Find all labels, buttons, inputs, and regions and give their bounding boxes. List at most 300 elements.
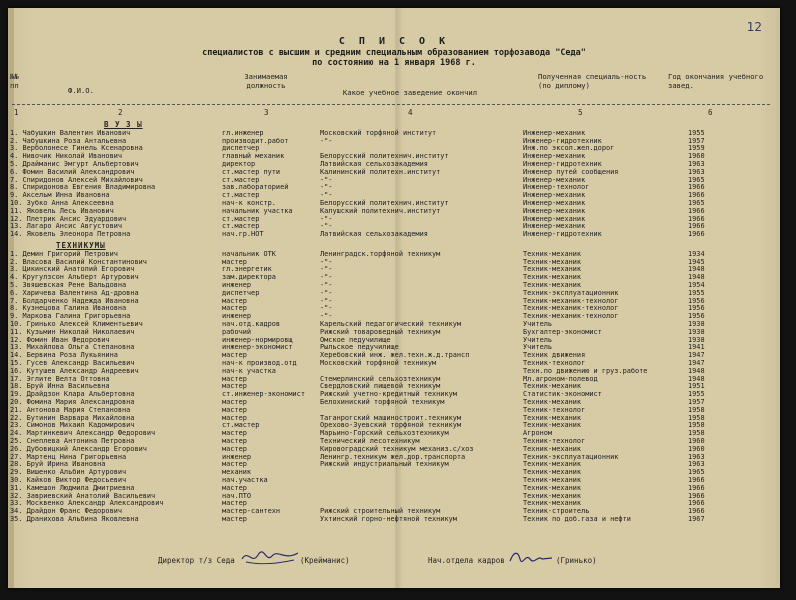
position-cell: гл.энергетик xyxy=(222,265,272,274)
table-row xyxy=(8,390,780,398)
school-cell: Латвийская сельхозакадемия xyxy=(320,160,428,168)
table-row xyxy=(8,137,780,145)
table-row xyxy=(8,382,780,390)
position-cell: рабочий xyxy=(222,327,252,336)
school-cell: Орехово-Зуевский торфяной техникум xyxy=(320,421,462,430)
position-cell: мастер xyxy=(222,351,247,360)
position-cell: мастер xyxy=(222,515,247,523)
year-cell: 1947 xyxy=(688,351,705,360)
position-cell: начальник участка xyxy=(222,206,293,215)
section-label: ТЕХНИКУМЫ xyxy=(56,241,106,250)
director-label: Директор т/з Седа xyxy=(158,556,235,565)
table-row xyxy=(8,215,780,223)
table-row xyxy=(8,484,780,492)
year-cell: 1960 xyxy=(688,152,705,161)
column-number: 5 xyxy=(578,108,583,117)
school-cell: -"- xyxy=(320,281,333,289)
school-cell: Свердловский пищевой техникум xyxy=(320,382,441,391)
specialty-cell: Техник-механик xyxy=(523,273,582,282)
year-cell: 1966 xyxy=(688,214,705,223)
director-name: (Крейманис) xyxy=(300,556,350,565)
year-cell: 1960 xyxy=(688,444,705,453)
person-name: 13. Михайлова Ольга Степановна xyxy=(10,343,135,352)
school-cell: -"- xyxy=(320,222,333,231)
table-row xyxy=(8,176,780,184)
position-cell: зав.лабораторией xyxy=(222,183,289,192)
document-page xyxy=(8,8,780,588)
table-row xyxy=(8,367,780,375)
specialty-cell: Мл.агроном-полевод xyxy=(523,374,598,383)
position-cell: гл.инженер xyxy=(222,128,264,137)
year-cell: 1938 xyxy=(688,335,705,344)
specialty-cell: Техник-механик xyxy=(523,499,582,508)
school-cell: -"- xyxy=(320,175,333,184)
header-number: №№ пп xyxy=(10,72,19,90)
table-row xyxy=(8,183,780,191)
school-cell: Рижский товароведный техникум xyxy=(320,327,441,336)
year-cell: 1967 xyxy=(688,515,705,523)
table-row xyxy=(8,421,780,429)
table-row xyxy=(8,281,780,289)
position-cell: ст.мастер xyxy=(222,175,260,184)
position-cell: нач.участка xyxy=(222,476,268,484)
table-row xyxy=(8,222,780,230)
year-cell: 1934 xyxy=(688,249,705,258)
position-cell: диспетчер xyxy=(222,288,260,297)
person-name: 11. Кузьмин Николай Николаевич xyxy=(10,327,135,336)
specialty-cell: Техник-механик xyxy=(523,413,582,422)
year-cell: 1955 xyxy=(688,128,705,137)
person-name: 27. Мартенц Нина Григорьевна xyxy=(10,452,127,461)
table-row xyxy=(8,492,780,500)
person-name: 1. Чабушкин Валентин Иванович xyxy=(10,128,131,137)
table-row xyxy=(8,460,780,468)
position-cell: мастер xyxy=(222,405,247,414)
table-row xyxy=(8,414,780,422)
specialty-cell: Техник-механик-технолог xyxy=(523,312,619,321)
person-name: 10. Гринько Алексей Климентьевич xyxy=(10,320,143,328)
table-row xyxy=(8,507,780,515)
column-number: 3 xyxy=(264,108,269,117)
specialty-cell: Инженер-гидротехник xyxy=(523,160,602,168)
year-cell: 1954 xyxy=(688,281,705,289)
year-cell: 1948 xyxy=(688,265,705,274)
document-subtitle: специалистов с высшим и средним специальным образованием торфозавода "Седа" xyxy=(202,48,586,58)
school-cell: Технический лесотехникум xyxy=(320,437,420,445)
table-row xyxy=(8,230,780,238)
specialty-cell: Инженер-гидротехник xyxy=(523,230,602,239)
table-row xyxy=(8,445,780,453)
position-cell: ст.инженер-экономист xyxy=(222,390,305,399)
specialty-cell: Инж.по эксол.жел.дорог xyxy=(523,144,615,153)
position-cell: нач-к констр. xyxy=(222,199,276,207)
school-cell: -"- xyxy=(320,304,333,313)
page-number: 12 xyxy=(746,20,762,34)
position-cell: нач.отд.кадров xyxy=(222,320,281,328)
specialty-cell: Инженер-механик xyxy=(523,206,586,215)
table-row xyxy=(8,129,780,137)
specialty-cell: Инженер-технолог xyxy=(523,183,590,192)
table-row xyxy=(8,191,780,199)
person-name: 2. Чабушкина Роза Антальевна xyxy=(10,136,127,145)
year-cell: 1966 xyxy=(688,499,705,508)
specialty-cell: Техник-механик xyxy=(523,491,582,500)
year-cell: 1966 xyxy=(688,507,705,516)
year-cell: 1966 xyxy=(688,222,705,231)
year-cell: 1958 xyxy=(688,429,705,438)
column-number: 1 xyxy=(14,108,19,117)
position-cell: инженер xyxy=(222,312,252,321)
person-name: 9. Аксельм Инна Ивановна xyxy=(10,191,110,200)
position-cell: диспетчер xyxy=(222,144,260,153)
specialty-cell: Инженер путей сообщения xyxy=(523,167,619,176)
person-name: 5. Драйманис Эмгурт Альбертович xyxy=(10,160,139,168)
person-name: 8. Кузнецова Галина Ивановна xyxy=(10,304,127,313)
school-cell: Ленинградск.торфяной техникум xyxy=(320,249,441,258)
year-cell: 1948 xyxy=(688,374,705,383)
table-row xyxy=(8,320,780,328)
hr-name: (Гринько) xyxy=(556,556,597,565)
school-cell: -"- xyxy=(320,136,333,145)
specialty-cell: Инженер-механик xyxy=(523,191,586,200)
person-name: 34. Драйдон Франс Федорович xyxy=(10,507,123,516)
section-label: В У З Ы xyxy=(104,120,143,129)
table-row xyxy=(8,351,780,359)
year-cell: 1956 xyxy=(688,304,705,313)
specialty-cell: Техник-механик xyxy=(523,444,582,453)
specialty-cell: Техник-механик xyxy=(523,257,582,266)
person-name: 14. Бервина Роза Лукьянина xyxy=(10,351,118,360)
person-name: 24. Мартинкевич Александр Федорович xyxy=(10,429,156,438)
specialty-cell: Агроном xyxy=(523,429,553,438)
specialty-cell: Техник-технолог xyxy=(523,405,586,414)
year-cell: 1951 xyxy=(688,382,705,391)
school-cell: Рижский индустриальный техникум xyxy=(320,460,449,469)
position-cell: мастер-сантехн xyxy=(222,507,281,516)
position-cell: мастер xyxy=(222,429,247,438)
hr-signature xyxy=(508,547,554,567)
year-cell: 1955 xyxy=(688,390,705,399)
specialty-cell: Техник-механик xyxy=(523,265,582,274)
position-cell: ст.мастер xyxy=(222,191,260,200)
table-row xyxy=(8,152,780,160)
year-cell: 1966 xyxy=(688,191,705,200)
specialty-cell: Техник-эксплуатационник xyxy=(523,452,619,461)
year-cell: 1948 xyxy=(688,366,705,375)
position-cell: ст.мастер xyxy=(222,214,260,223)
year-cell: 1960 xyxy=(688,437,705,445)
school-cell: Рыльское педучилище xyxy=(320,343,399,352)
school-cell: Стемерлинский сельхозтехникум xyxy=(320,374,441,383)
person-name: 16. Кутушев Александр Андреевич xyxy=(10,366,139,375)
specialty-cell: Техник-механик xyxy=(523,398,582,406)
position-cell: мастер xyxy=(222,413,247,422)
person-name: 30. Кайков Виктор Федосьевич xyxy=(10,476,127,484)
school-cell: Рижский строительный техникум xyxy=(320,507,441,516)
specialty-cell: Техник-механик xyxy=(523,483,582,492)
year-cell: 1938 xyxy=(688,327,705,336)
year-cell: 1966 xyxy=(688,483,705,492)
person-name: 28. Бруй Ирина Ивановна xyxy=(10,460,106,469)
school-cell: Латвийская сельхозакадемия xyxy=(320,230,428,239)
year-cell: 1958 xyxy=(688,405,705,414)
person-name: 6. Фомин Василий Александрович xyxy=(10,167,135,176)
position-cell: мастер xyxy=(222,296,247,305)
specialty-cell: Инженер-гидротехник xyxy=(523,136,602,145)
person-name: 6. Харичева Валентина Ад-дровна xyxy=(10,288,139,297)
person-name: 5. Звяшевская Рене Вальдовна xyxy=(10,281,127,289)
table-row xyxy=(8,297,780,305)
school-cell: -"- xyxy=(320,296,333,305)
position-cell: нач.ПТО xyxy=(222,491,252,500)
specialty-cell: Учитель xyxy=(523,335,553,344)
table-row xyxy=(8,398,780,406)
document-title: С П И С О К xyxy=(338,36,450,47)
specialty-cell: Техник-технолог xyxy=(523,437,586,445)
year-cell: 1959 xyxy=(688,144,705,153)
table-row xyxy=(8,160,780,168)
position-cell: ст.мастер пути xyxy=(222,167,281,176)
person-name: 31. Камешон Людмила Дмитриевна xyxy=(10,483,135,492)
table-row xyxy=(8,343,780,351)
position-cell: мастер xyxy=(222,483,247,492)
position-cell: мастер xyxy=(222,257,247,266)
position-cell: мастер xyxy=(222,382,247,391)
specialty-cell: Бухгалтер-экономист xyxy=(523,327,602,336)
specialty-cell: Инженер-механик xyxy=(523,128,586,137)
table-row xyxy=(8,429,780,437)
person-name: 4. Кругулзсон Альберт Артурович xyxy=(10,273,139,282)
person-name: 3. Цикинский Анатолий Егорович xyxy=(10,265,135,274)
table-row xyxy=(8,515,780,523)
position-cell: нач-к производ.отд xyxy=(222,359,297,367)
table-row xyxy=(8,406,780,414)
year-cell: 1957 xyxy=(688,136,705,145)
year-cell: 1955 xyxy=(688,288,705,297)
position-cell: ст.мастер xyxy=(222,421,260,430)
school-cell: -"- xyxy=(320,257,333,266)
table-row xyxy=(8,304,780,312)
person-name: 7. Болдарченко Надежда Ивановна xyxy=(10,296,139,305)
position-cell: нач.гр.НОТ xyxy=(222,230,264,239)
year-cell: 1938 xyxy=(688,320,705,328)
table-row xyxy=(8,273,780,281)
person-name: 13. Лагаро Ансис Августович xyxy=(10,222,123,231)
column-number: 4 xyxy=(408,108,413,117)
person-name: 9. Маркова Галина Григорьевна xyxy=(10,312,131,321)
table-row xyxy=(8,258,780,266)
person-name: 18. Бруй Инна Васильевна xyxy=(10,382,110,391)
person-name: 14. Яковель Элеонора Петровна xyxy=(10,230,131,239)
specialty-cell: Инженер-механик xyxy=(523,222,586,231)
position-cell: производит.работ xyxy=(222,136,289,145)
table-row xyxy=(8,144,780,152)
director-signature xyxy=(240,547,300,567)
hr-label: Нач.отдела кадров xyxy=(428,556,505,565)
specialty-cell: Техник-механик xyxy=(523,460,582,469)
person-name: 35. Дранихова Альбина Яковлевна xyxy=(10,515,139,523)
year-cell: 1963 xyxy=(688,460,705,469)
table-row xyxy=(8,207,780,215)
person-name: 26. Дубовицкий Александр Егорович xyxy=(10,444,147,453)
school-cell: Московский торфяной институт xyxy=(320,128,437,137)
table-row xyxy=(8,312,780,320)
school-cell: -"- xyxy=(320,214,333,223)
school-cell: Рижский учетно-кредитный техникум xyxy=(320,390,457,399)
specialty-cell: Техник-механик-технолог xyxy=(523,296,619,305)
specialty-cell: Инженер-механик xyxy=(523,214,586,223)
position-cell: мастер xyxy=(222,460,247,469)
school-cell: Марьино-Горский сельхозтехникум xyxy=(320,429,449,438)
header-school: Какое учебное заведение окончил xyxy=(342,88,478,97)
specialty-cell: Учитель xyxy=(523,320,553,328)
table-row xyxy=(8,336,780,344)
position-cell: ст.мастер xyxy=(222,222,260,231)
school-cell: Кировоградский техникум механиз.с/хоз xyxy=(320,444,474,453)
position-cell: инженер xyxy=(222,452,252,461)
year-cell: 1941 xyxy=(688,343,705,352)
specialty-cell: Техник-механик xyxy=(523,421,582,430)
person-name: 2. Власова Василий Константинович xyxy=(10,257,147,266)
position-cell: инженер-нормировщ xyxy=(222,335,293,344)
table-row xyxy=(8,437,780,445)
position-cell: мастер xyxy=(222,304,247,313)
year-cell: 1966 xyxy=(688,206,705,215)
header-name: Ф.И.О. xyxy=(68,86,94,95)
person-name: 32. Завриевский Анатолий Васильевич xyxy=(10,491,156,500)
header-position: Занимаемая должность xyxy=(244,72,288,90)
specialty-cell: Инженер-механик xyxy=(523,199,586,207)
person-name: 23. Симонов Михаил Кадомирович xyxy=(10,421,135,430)
table-row xyxy=(8,359,780,367)
person-name: 11. Яковель Лесь Иванович xyxy=(10,206,114,215)
specialty-cell: Техник-механик xyxy=(523,382,582,391)
person-name: 33. Москвенко Александр Александрович xyxy=(10,499,164,508)
school-cell: Таганрогский машиностроит.техникум xyxy=(320,413,462,422)
year-cell: 1957 xyxy=(688,398,705,406)
person-name: 21. Антонова Мария Степановна xyxy=(10,405,131,414)
header-divider xyxy=(12,104,770,105)
table-row xyxy=(8,375,780,383)
school-cell: -"- xyxy=(320,312,333,321)
header-year: Год окончания учебного завед. xyxy=(668,72,764,90)
person-name: 17. Эглите Велта Оттовна xyxy=(10,374,110,383)
specialty-cell: Техник-механик-технолог xyxy=(523,304,619,313)
specialty-cell: Техник-эксплуатационник xyxy=(523,288,619,297)
person-name: 7. Спиридонов Алексей Михайлович xyxy=(10,175,143,184)
year-cell: 1966 xyxy=(688,491,705,500)
person-name: 15. Гусев Александр Васильевич xyxy=(10,359,135,367)
school-cell: -"- xyxy=(320,273,333,282)
specialty-cell: Техн.по движению и груз.работе xyxy=(523,366,648,375)
person-name: 8. Спиридонова Евгения Владимировна xyxy=(10,183,156,192)
year-cell: 1965 xyxy=(688,199,705,207)
school-cell: -"- xyxy=(320,265,333,274)
person-name: 19. Драйдзон Клара Альбертовна xyxy=(10,390,135,399)
position-cell: механик xyxy=(222,468,252,477)
school-cell: Московский торфяной техникум xyxy=(320,359,437,367)
table-row xyxy=(8,453,780,461)
position-cell: зам.директора xyxy=(222,273,276,282)
person-name: 22. Бутинин Варвара Михайловна xyxy=(10,413,135,422)
specialty-cell: Техник движения xyxy=(523,351,586,360)
school-cell: Калушский политехнич.институт xyxy=(320,206,441,215)
school-cell: -"- xyxy=(320,183,333,192)
year-cell: 1963 xyxy=(688,167,705,176)
school-cell: -"- xyxy=(320,191,333,200)
school-cell: -"- xyxy=(320,288,333,297)
table-row xyxy=(8,476,780,484)
school-cell: Белорусский политехнич.институт xyxy=(320,199,449,207)
person-name: 20. Фомина Мария Александровна xyxy=(10,398,135,406)
table-row xyxy=(8,199,780,207)
header-specialty: Полученная специаль-ность (по диплому) xyxy=(538,72,647,90)
specialty-cell: Техник-механик xyxy=(523,281,582,289)
person-name: 12. Плетрик Ансис Эдуардович xyxy=(10,214,127,223)
table-row xyxy=(8,499,780,507)
school-cell: Ленингр.техникум жел.дор.транспорта xyxy=(320,452,466,461)
specialty-cell: Статистик-экономист xyxy=(523,390,602,399)
specialty-cell: Инженер-механик xyxy=(523,175,586,184)
specialty-cell: Техник-механик xyxy=(523,468,582,477)
person-name: 10. Зубко Анна Алексеевна xyxy=(10,199,114,207)
position-cell: директор xyxy=(222,160,256,168)
table-row xyxy=(8,328,780,336)
position-cell: мастер xyxy=(222,374,247,383)
column-number: 6 xyxy=(708,108,713,117)
year-cell: 1965 xyxy=(688,175,705,184)
table-row xyxy=(8,289,780,297)
position-cell: мастер xyxy=(222,499,247,508)
position-cell: нач-к участка xyxy=(222,366,276,375)
specialty-cell: Техник-механик xyxy=(523,249,582,258)
year-cell: 1948 xyxy=(688,273,705,282)
school-cell: Ухтинский горно-нефтяной техникум xyxy=(320,515,457,523)
specialty-cell: Техник-механик xyxy=(523,476,582,484)
year-cell: 1966 xyxy=(688,183,705,192)
specialty-cell: Инженер-механик xyxy=(523,152,586,161)
school-cell: Калининский политехн.институт xyxy=(320,167,441,176)
specialty-cell: Техник по доб.газа и нефти xyxy=(523,515,631,523)
school-cell: Карельский педагогический техникум xyxy=(320,320,462,328)
person-name: 3. Верболонесе Гинель Ксенаровна xyxy=(10,144,143,153)
school-cell: Белохиниский торфяной техникум xyxy=(320,398,445,406)
school-cell: Херебовский инж. жел.техн.ж.д.трансп xyxy=(320,351,470,360)
column-number: 2 xyxy=(118,108,123,117)
year-cell: 1958 xyxy=(688,421,705,430)
specialty-cell: Техник-технолог xyxy=(523,359,586,367)
specialty-cell: Учитель xyxy=(523,343,553,352)
year-cell: 1956 xyxy=(688,312,705,321)
position-cell: инженер xyxy=(222,281,252,289)
document-date: по состоянию на 1 января 1968 г. xyxy=(312,58,476,68)
year-cell: 1947 xyxy=(688,359,705,367)
position-cell: инженер-экономист xyxy=(222,343,293,352)
specialty-cell: Техник-строитель xyxy=(523,507,590,516)
year-cell: 1966 xyxy=(688,230,705,239)
person-name: 29. Вишенко Альбин Артурович xyxy=(10,468,127,477)
position-cell: главный механик xyxy=(222,152,285,161)
year-cell: 1945 xyxy=(688,257,705,266)
year-cell: 1958 xyxy=(688,413,705,422)
year-cell: 1966 xyxy=(688,476,705,484)
person-name: 25. Снеплева Антонина Петровна xyxy=(10,437,135,445)
position-cell: мастер xyxy=(222,398,247,406)
table-row xyxy=(8,468,780,476)
year-cell: 1956 xyxy=(688,296,705,305)
school-cell: Белорусский политехнич.институт xyxy=(320,152,449,161)
table-row xyxy=(8,265,780,273)
